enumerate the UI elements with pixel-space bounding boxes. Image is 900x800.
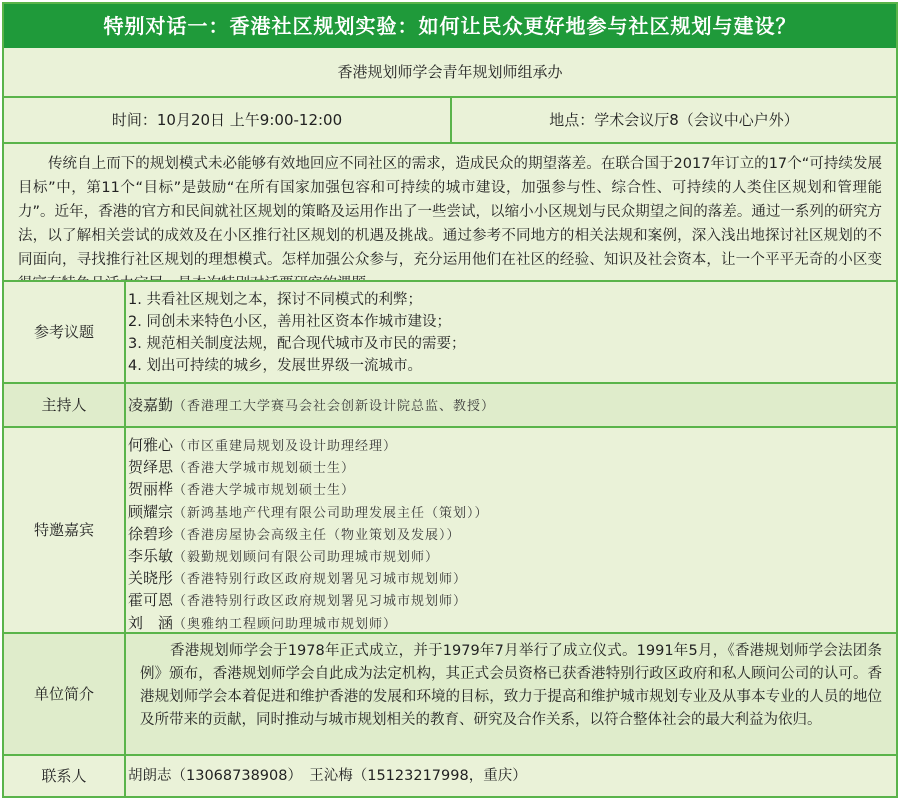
contact-row	[4, 756, 896, 796]
guest-desc: （香港大学城市规划硕士生）	[173, 483, 356, 499]
guests-label: 特邀嘉宾	[33, 521, 94, 539]
time-text: 时间：10月20日 上午9:00-12:00	[111, 111, 343, 129]
guest-desc: （新鸿基地产代理有限公司助理发展主任（策划））	[173, 505, 489, 521]
guest-desc: （奥雅纳工程顾问助理城市规划师）	[173, 616, 398, 632]
unit-paragraph: 香港规划师学会于1978年正式成立，并于1979年7月举行了成立仪式。1991年5月，《香港规划师学会法团条例》颁布，香港规划师学会自此成为法定机构，其正式会员资格已获香港特别行政区政府和私人顾问公司的认可。香港规划师学会本着促进和维护香港的发展和环境的目标，致力于提高和维护城市规划专业及从事本专业的人员的地位及所带来的贡献，同时推动与城市规划相关的教育、研究及合作关系，以符合整体社会的最大利益为依归。	[140, 643, 882, 728]
topics-row	[4, 282, 896, 382]
guest-desc: （市区重建局规划及设计助理经理）	[173, 439, 398, 454]
topic-item: 3. 规范相关制度法规，配合现代城市及市民的需要；	[128, 336, 466, 352]
host-row	[4, 384, 896, 426]
host-label: 主持人	[41, 396, 87, 414]
guests-row	[4, 428, 896, 632]
guest-name: 贺丽桦	[128, 480, 174, 499]
guest-name: 刘 涵	[128, 613, 174, 632]
guest-desc: （香港特别行政区政府规划署见习城市规划师）	[173, 594, 468, 610]
guest-item	[128, 546, 489, 568]
host-desc: （香港理工大学赛马会社会创新设计院总监、教授）	[173, 399, 496, 414]
event-table	[2, 2, 898, 798]
guest-name: 贺绎思	[128, 458, 174, 477]
guest-name: 顾耀宗	[128, 502, 174, 521]
intro-paragraph: 传统自上而下的规划模式未必能够有效地回应不同社区的需求，造成民众的期望落差。在联合国于2017年订立的17个“可持续发展目标”中，第11个“目标”是鼓励“在所有国家加强包容和可持续的城市建设，加强参与性、综合性、可持续的人类住区规划和管理能力”。近年，香港的官方和民间就社区规划的策略及运用作出了一些尝试，以缩小小区规划与民众期望之间的落差。通过一系列的研究方法，以了解相关尝试的成效及在小区推行社区规划的机遇及挑战。通过参考不同地方的相关法规和案例，深入浅出地探讨社区规划的不同面向，寻找推行社区规划的理想模式。怎样加强公众参与，充分运用他们在社区的经验、知识及社会资本，让一个平平无奇的小区变	[18, 156, 882, 268]
host-entry	[128, 384, 495, 428]
intro-row	[4, 144, 896, 280]
guest-desc: （香港特别行政区政府规划署见习城市规划师）	[173, 572, 468, 588]
guest-desc: （香港大学城市规划硕士生）	[173, 461, 356, 477]
unit-label: 单位简介	[33, 685, 94, 703]
guest-item	[128, 502, 489, 524]
contact-text: 胡朗志（13068738908） 王沁梅（15123217998，重庆）	[128, 768, 527, 784]
guest-item	[128, 479, 489, 501]
guest-desc: （香港房屋协会高级主任（物业策划及发展））	[173, 527, 461, 543]
guests-list	[128, 435, 489, 635]
guest-item	[128, 435, 489, 457]
guest-name: 关晓彤	[128, 569, 174, 588]
organizer-text: 香港规划师学会青年规划师组承办	[337, 63, 563, 81]
guest-item	[128, 524, 489, 546]
guest-name: 霍可恩	[128, 591, 174, 610]
guest-name: 李乐敏	[128, 547, 174, 566]
topics-list	[128, 289, 465, 377]
guest-item	[128, 568, 489, 590]
host-name: 凌嘉勤	[128, 396, 174, 414]
topic-item: 2. 同创未来特色小区，善用社区资本作城市建设；	[128, 314, 451, 330]
guest-name: 何雅心	[128, 436, 174, 454]
unit-row	[4, 634, 896, 754]
topics-label: 参考议题	[33, 323, 94, 341]
guest-item	[128, 590, 489, 612]
venue-text: 地点：学术会议厅8（会议中心户外）	[549, 111, 799, 129]
page-title: 特别对话一：香港社区规划实验：如何让民众更好地参与社区规划与建设？	[4, 4, 896, 48]
guest-name: 徐碧珍	[128, 524, 174, 543]
organizer-row	[4, 48, 896, 96]
topic-item: 1. 共看社区规划之本，探讨不同模式的利弊；	[128, 292, 422, 308]
topic-item: 4. 划出可持续的城乡，发展世界级一流城市。	[128, 358, 422, 374]
guest-desc: （毅勤规划顾问有限公司助理城市规划师）	[173, 550, 440, 566]
guest-item	[128, 457, 489, 479]
contact-label: 联系人	[41, 767, 87, 785]
